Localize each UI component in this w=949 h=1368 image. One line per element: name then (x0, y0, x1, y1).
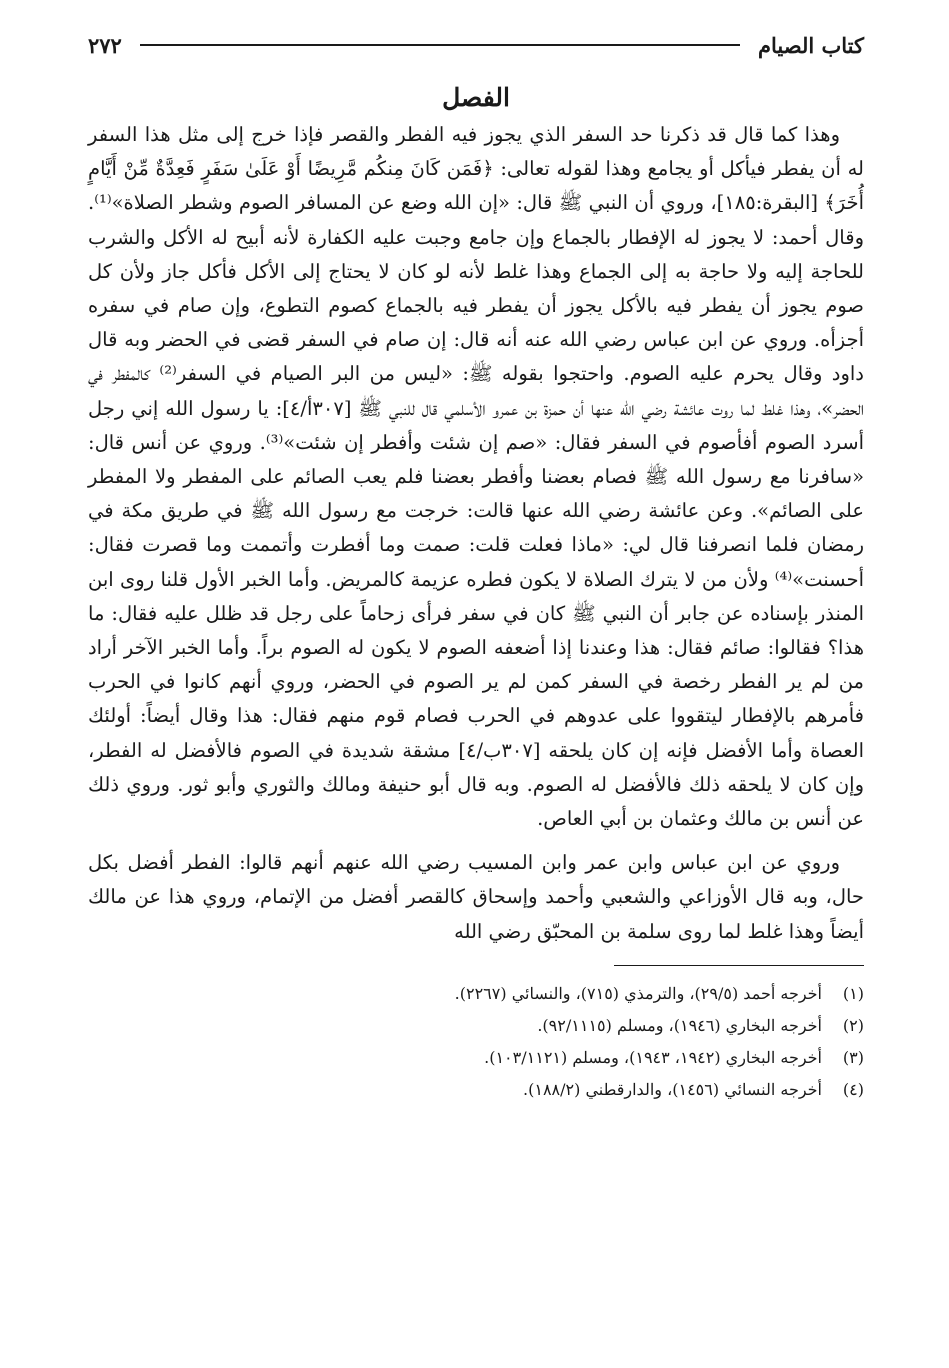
footnote-text: أخرجه البخاري (١٩٤٢، ١٩٤٣)، ومسلم (١٠٣/١١٢١). (484, 1047, 822, 1067)
page-number: ٢٧٢ (88, 32, 122, 58)
section-heading: الفصل (442, 83, 510, 112)
footnotes (88, 978, 864, 1106)
paragraph: وهذا كما قال قد ذكرنا حد السفر الذي يجوز فيه الفطر والقصر فإذا خرج إلى مثل هذا السفر له أن يفطر فيأكل أو يجامع وهذا لقوله تعالى: ﴿فَمَن كَانَ مِنكُم مَّرِيضًا أَوْ عَلَىٰ سَفَرٍ فَعِدَّةٌ مِّنْ أَيَّامٍ أُخَرَ﴾ [البقرة:١٨٥]، وروي أن النبي ﷺ قال: «إن الله وضع عن المسافر الصوم وشطر الصلاة»⁽¹⁾. وقال أحمد: لا يجوز له الإفطار بالجماع وإن جامع وجبت عليه الكفارة لأنه أبيح له الأكل والشرب للحاجة إليه ولا حاجة به إلى الجماع وهذا غلط لأنه لو كان لا يحتاج إلى الأكل فأكل جاز ولأن كل صوم يجوز أن يفطر فيه بالأكل يجوز أن يفطر فيه بالجماع كصوم التطوع، وإن صام في سفره أجزأه. وروي عن ابن عباس رضي الله عنه أنه قال: إن صام في السفر قضى في الحضر وبه قال داود وقال يحرم عليه الصوم. واحتجوا بقوله ﷺ: «ليس من البر الصيام في السفر⁽²⁾ كالمفطر في الحضر»، وهذا غلط لما روت عائشة رضي الله عنها أن حمزة بن عمرو الأسلمي قال للنبي ﷺ [٣٠٧أ/٤]: يا رسول الله إني رجل أسرد الصوم أفأصوم في السفر فقال: «صم إن شئت وأفطر إن شئت»⁽³⁾. وروي عن أنس قال: «سافرنا مع رسول الله ﷺ فصام بعضنا وأفطر بعضنا فلم يعب الصائم على المفطر ولا المفطر على الصائم». وعن عائشة رضي الله عنها قالت: خرجت مع رسول الله ﷺ في طريق مكة في رمضان فلما انصرفنا قال لي: «ماذا فعلت قلت: صمت وما أفطرت وأتممت وما قصرت فقال: أحسنت»⁽⁴⁾ ولأن من لا يترك الصلاة لا يكون فطره عزيمة كالمريض. وأما الخبر الأول قلنا روى ابن المنذر بإسناده عن جابر أن النبي ﷺ كان في سفر فرأى زحاماً على رجل قد ظلل عليه فقال: ما هذا؟ فقالوا: صائم فقال: هذا وعندنا إذا أضعفه الصوم لا يكون له الصوم براً. وأما الخبر الآخر أراد من لم ير الفطر رخصة في السفر كمن لم ير الصوم في الحضر، وروي أنهم كانوا في الحرب فأمرهم بالإفطار ليتقووا على عدوهم في الحرب فصام قوم منهم فقال: هذا وقال أيضاً: أولئك العصاة وأما الأفضل فإنه إن كان يلحقه [٣٠٧ب/٤] مشقة شديدة في الصوم فالأفضل له الفطر، وإن كان لا يلحقه ذلك فالأفضل له الصوم. وبه قال أبو حنيفة ومالك والثوري وأبو ثور. وروي ذلك عن أنس بن مالك وعثمان بن أبي العاص. (88, 123, 864, 831)
paragraph: وروي عن ابن عباس وابن عمر وابن المسيب رضي الله عنهم أنهم قالوا: الفطر أفضل بكل حال، وبه قال الأوزاعي والشعبي وأحمد وإسحاق كالقصر أفضل من الإتمام، وروي هذا عن مالك أيضاً وهذا غلط لما روى سلمة بن المحبّق رضي الله (88, 851, 864, 943)
footnote (88, 1042, 864, 1074)
header-rule (140, 44, 740, 46)
footnote-separator (614, 965, 864, 966)
footnote-text: أخرجه أحمد (٢٩/٥)، والترمذي (٧١٥)، والنسائي (٢٢٦٧). (454, 983, 822, 1003)
footnote (88, 1010, 864, 1042)
footnote-text: أخرجه النسائي (١٤٥٦)، والدارقطني (١٨٨/٢). (523, 1079, 822, 1099)
footnote-number: (٢) (842, 1015, 864, 1035)
footnote-text: أخرجه البخاري (١٩٤٦)، ومسلم (٩٢/١١١٥). (537, 1015, 822, 1035)
footnote-number: (٣) (842, 1047, 864, 1067)
book-page (88, 28, 864, 1348)
main-text (88, 118, 864, 949)
running-head (88, 28, 864, 62)
footnote-number: (١) (842, 983, 864, 1003)
footnote (88, 1074, 864, 1106)
footnote-number: (٤) (842, 1079, 864, 1099)
footnote (88, 978, 864, 1010)
book-title: كتاب الصيام (758, 32, 864, 58)
